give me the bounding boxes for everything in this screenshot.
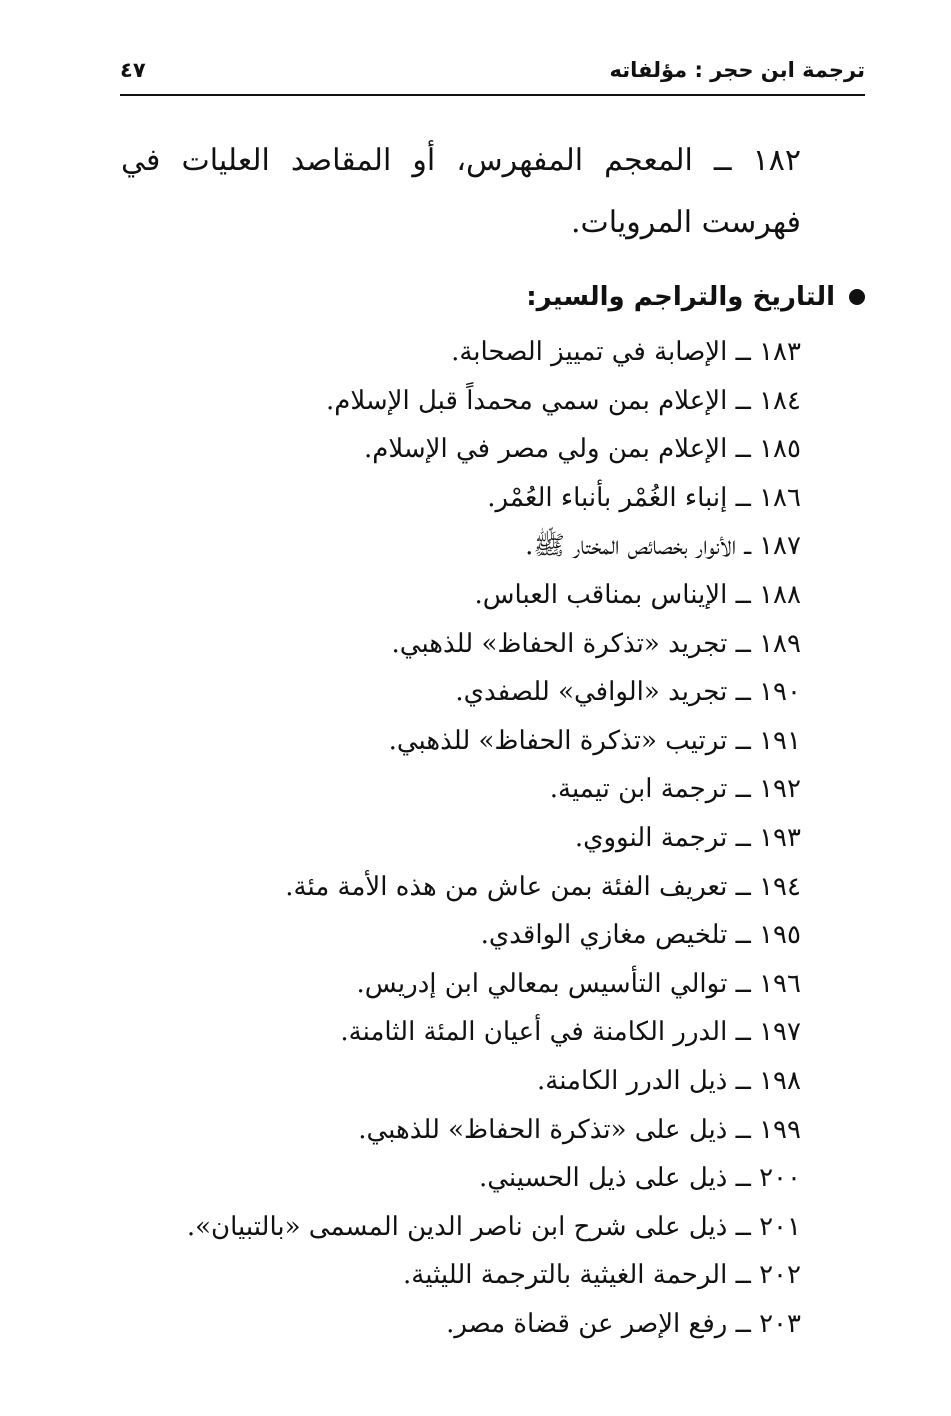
list-item: ١٩٦ ــ توالي التأسيس بمعالي ابن إدريس.: [356, 968, 801, 999]
entry-182: ١٨٢ ــ المعجم المفهرس، أو المقاصد العليات في فهرست المرويات.: [121, 143, 801, 240]
list-item: ١٩٢ ــ ترجمة ابن تيمية.: [549, 774, 801, 805]
list-item: ٢٠٢ ــ الرحمة الغيثية بالترجمة الليثية.: [403, 1260, 801, 1291]
list-item: ١٩٧ ــ الدرر الكامنة في أعيان المئة الثامنة.: [340, 1017, 801, 1048]
list-item: ١٨٣ ــ الإصابة في تمييز الصحابة.: [451, 337, 801, 367]
bullet-icon: [849, 289, 865, 305]
list-item: ١٨٧ ــ الأنوار بخصائص المختار ﷺ.: [525, 531, 801, 562]
list-item: ٢٠١ ــ ذيل على شرح ابن ناصر الدين المسمى «بالتبيان».: [186, 1211, 801, 1242]
list-item: ١٨٦ ــ إنباء الغُمْر بأنباء العُمْر.: [487, 482, 801, 513]
list-item: ٢٠٣ ــ رفع الإصر عن قضاة مصر.: [446, 1308, 801, 1339]
page-number: ٤٧: [120, 58, 146, 82]
list-item: ١٨٩ ــ تجريد «تذكرة الحفاظ» للذهبي.: [391, 628, 801, 659]
list-item: ١٩١ ــ ترتيب «تذكرة الحفاظ» للذهبي.: [388, 725, 801, 756]
list-item: ١٩٨ ــ ذيل الدرر الكامنة.: [536, 1065, 801, 1096]
list-item: ١٨٥ ــ الإعلام بمن ولي مصر في الإسلام.: [363, 434, 801, 465]
header-rule: [120, 94, 865, 96]
list-item: ١٨٨ ــ الإيناس بمناقب العباس.: [474, 579, 801, 610]
list-item: ١٩٥ ــ تلخيص مغازي الواقدي.: [480, 920, 801, 951]
list-item: ١٩٣ ــ ترجمة النووي.: [574, 822, 801, 853]
list-item: ١٩٠ ــ تجريد «الوافي» للصفدي.: [455, 677, 801, 708]
list-item: ٢٠٠ ــ ذيل على ذيل الحسيني.: [478, 1163, 801, 1194]
section-heading: [526, 282, 865, 312]
section-heading-text: التاريخ والتراجم والسير:: [526, 282, 835, 312]
list-item: ١٩٩ ــ ذيل على «تذكرة الحفاظ» للذهبي.: [358, 1114, 801, 1145]
entry-list: [81, 328, 801, 1348]
list-item: ١٨٤ ــ الإعلام بمن سمي محمداً قبل الإسلام.: [325, 385, 801, 416]
list-item: ١٩٤ ــ تعريف الفئة بمن عاش من هذه الأمة مئة.: [285, 871, 801, 902]
running-title: ترجمة ابن حجر : مؤلفاته: [609, 58, 865, 82]
page-header: [120, 56, 865, 94]
